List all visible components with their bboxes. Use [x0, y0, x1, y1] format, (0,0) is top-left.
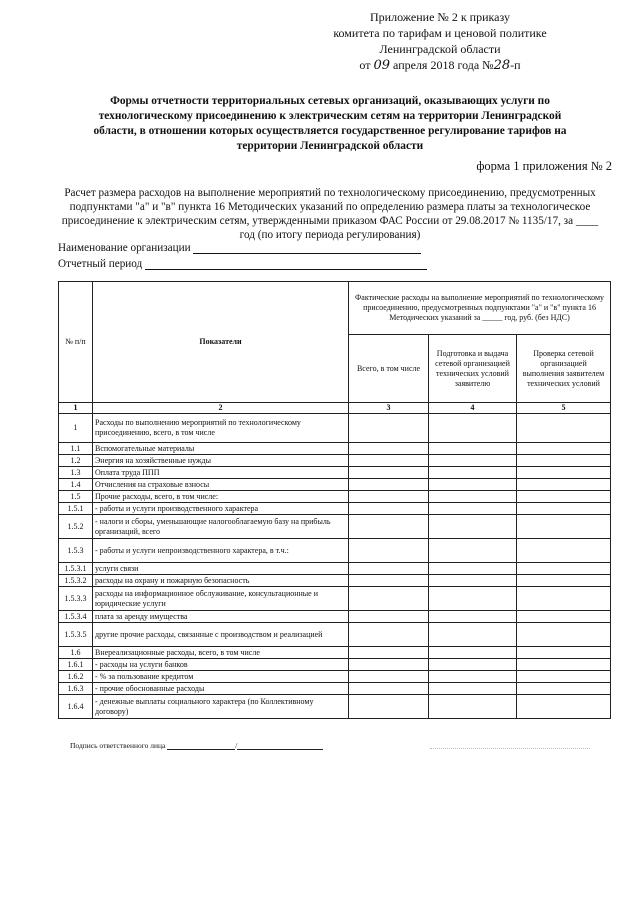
value-prep-cell[interactable]	[429, 414, 517, 443]
signature-label: Подпись ответственного лица	[70, 741, 166, 750]
value-check-cell[interactable]	[517, 671, 611, 683]
row-indicator: Внереализационные расходы, всего, в том числе	[93, 647, 349, 659]
row-number: 1.5.3.5	[59, 623, 93, 647]
org-name-field[interactable]	[193, 242, 421, 254]
value-check-cell[interactable]	[517, 479, 611, 491]
value-check-cell[interactable]	[517, 503, 611, 515]
table-row	[59, 455, 611, 467]
table-row	[59, 539, 611, 563]
header-group: Фактические расходы на выполнение мероприятий по технологическому присоединению, предусмотренных подпунктами "а" и "в" пункта 16 Методических указаний за _____ год, руб. (без НДС)	[349, 282, 611, 335]
value-check-cell[interactable]	[517, 587, 611, 611]
value-check-cell[interactable]	[517, 659, 611, 671]
value-total-cell[interactable]	[349, 659, 429, 671]
value-total-cell[interactable]	[349, 563, 429, 575]
value-check-cell[interactable]	[517, 647, 611, 659]
value-total-cell[interactable]	[349, 671, 429, 683]
table-row	[59, 491, 611, 503]
value-total-cell[interactable]	[349, 647, 429, 659]
approval-line-2: комитета по тарифам и ценовой политике	[333, 26, 547, 40]
table-row	[59, 587, 611, 611]
row-indicator: Отчисления на страховые взносы	[93, 479, 349, 491]
row-indicator: плата за аренду имущества	[93, 611, 349, 623]
row-indicator: расходы на информационное обслуживание, консультационные и юридические услуги	[93, 587, 349, 611]
row-number: 1.5.3.1	[59, 563, 93, 575]
form-label: форма 1 приложения № 2	[476, 159, 612, 173]
value-total-cell[interactable]	[349, 611, 429, 623]
intro-text: Расчет размера расходов на выполнение мероприятий по технологическому присоединению, предусмотренных подпунктами "а" и "в" пункта 16 Методических указаний по определению размера платы за технологическое присоединение к электрическим сетям, утвержденными приказом ФАС России от 29.08.2017 № 1135/17, за ____ год (по итогу периода регулирования)	[61, 187, 599, 241]
row-number: 1.6.1	[59, 659, 93, 671]
value-prep-cell[interactable]	[429, 659, 517, 671]
row-indicator: - % за пользование кредитом	[93, 671, 349, 683]
table-row	[59, 479, 611, 491]
org-name-line	[58, 242, 421, 254]
table-row	[59, 563, 611, 575]
table-row	[59, 623, 611, 647]
row-indicator: - расходы на услуги банков	[93, 659, 349, 671]
table-row	[59, 671, 611, 683]
row-indicator: Расходы по выполнению мероприятий по технологическому присоединению, всего, в том числе	[93, 414, 349, 443]
row-number: 1.1	[59, 443, 93, 455]
row-number: 1.4	[59, 479, 93, 491]
row-indicator: Энергия на хозяйственные нужды	[93, 455, 349, 467]
signature-name-field[interactable]	[237, 741, 323, 750]
value-prep-cell[interactable]	[429, 611, 517, 623]
table-row	[59, 443, 611, 455]
value-prep-cell[interactable]	[429, 455, 517, 467]
value-total-cell[interactable]	[349, 414, 429, 443]
value-check-cell[interactable]	[517, 515, 611, 539]
header-total: Всего, в том числе	[349, 335, 429, 403]
value-check-cell[interactable]	[517, 575, 611, 587]
value-check-cell[interactable]	[517, 467, 611, 479]
table-row	[59, 414, 611, 443]
value-total-cell[interactable]	[349, 539, 429, 563]
value-prep-cell[interactable]	[429, 671, 517, 683]
value-check-cell[interactable]	[517, 539, 611, 563]
faint-dotted-line	[430, 748, 590, 749]
value-prep-cell[interactable]	[429, 515, 517, 539]
value-total-cell[interactable]	[349, 623, 429, 647]
signature-line	[70, 741, 323, 750]
approval-date-prefix: от	[359, 58, 371, 72]
row-number: 1.6	[59, 647, 93, 659]
column-number: 4	[429, 403, 517, 414]
row-number: 1.6.4	[59, 695, 93, 719]
value-check-cell[interactable]	[517, 683, 611, 695]
row-number: 1.6.3	[59, 683, 93, 695]
row-indicator: Прочие расходы, всего, в том числе:	[93, 491, 349, 503]
row-number: 1.6.2	[59, 671, 93, 683]
row-number: 1	[59, 414, 93, 443]
row-indicator: Вспомогательные материалы	[93, 443, 349, 455]
column-number: 2	[93, 403, 349, 414]
table-row	[59, 695, 611, 719]
row-number: 1.5.3.4	[59, 611, 93, 623]
value-check-cell[interactable]	[517, 443, 611, 455]
org-name-label: Наименование организации	[58, 242, 191, 254]
table-row	[59, 683, 611, 695]
value-total-cell[interactable]	[349, 491, 429, 503]
column-number-row	[59, 403, 611, 414]
value-prep-cell[interactable]	[429, 683, 517, 695]
table-row	[59, 659, 611, 671]
value-prep-cell[interactable]	[429, 587, 517, 611]
value-total-cell[interactable]	[349, 683, 429, 695]
value-prep-cell[interactable]	[429, 443, 517, 455]
row-number: 1.3	[59, 467, 93, 479]
value-total-cell[interactable]	[349, 455, 429, 467]
value-total-cell[interactable]	[349, 575, 429, 587]
value-check-cell[interactable]	[517, 455, 611, 467]
period-line	[58, 258, 427, 270]
approval-date-middle: апреля 2018 года №	[393, 58, 494, 72]
row-number: 1.5.3.3	[59, 587, 93, 611]
row-indicator: другие прочие расходы, связанные с производством и реализацией	[93, 623, 349, 647]
value-prep-cell[interactable]	[429, 563, 517, 575]
table-row	[59, 503, 611, 515]
row-indicator: - прочие обоснованные расходы	[93, 683, 349, 695]
header-prep: Подготовка и выдача сетевой организацией технических условий заявителю	[429, 335, 517, 403]
signature-field[interactable]	[167, 741, 238, 750]
value-total-cell[interactable]	[349, 467, 429, 479]
approval-line-3: Ленинградской области	[379, 42, 501, 56]
header-row-1	[59, 282, 611, 335]
column-number: 5	[517, 403, 611, 414]
header-check: Проверка сетевой организацией выполнения заявителем технических условий	[517, 335, 611, 403]
row-indicator: Оплата труда ППП	[93, 467, 349, 479]
row-number: 1.5	[59, 491, 93, 503]
value-total-cell[interactable]	[349, 503, 429, 515]
period-field[interactable]	[145, 258, 427, 270]
table-row	[59, 575, 611, 587]
signature-separator: /	[235, 741, 238, 750]
value-prep-cell[interactable]	[429, 491, 517, 503]
approval-block	[290, 9, 590, 74]
value-prep-cell[interactable]	[429, 623, 517, 647]
row-number: 1.5.1	[59, 503, 93, 515]
approval-line-4	[290, 57, 590, 74]
table-row	[59, 647, 611, 659]
value-check-cell[interactable]	[517, 414, 611, 443]
value-check-cell[interactable]	[517, 611, 611, 623]
row-indicator: расходы на охрану и пожарную безопасность	[93, 575, 349, 587]
value-total-cell[interactable]	[349, 695, 429, 719]
expenses-table	[58, 281, 611, 719]
value-prep-cell[interactable]	[429, 479, 517, 491]
column-number: 1	[59, 403, 93, 414]
value-total-cell[interactable]	[349, 479, 429, 491]
row-number: 1.5.3	[59, 539, 93, 563]
row-indicator: - налоги и сборы, уменьшающие налогооблагаемую базу на прибыль организаций, всего	[93, 515, 349, 539]
value-prep-cell[interactable]	[429, 467, 517, 479]
value-prep-cell[interactable]	[429, 539, 517, 563]
document-title: Формы отчетности территориальных сетевых организаций, оказывающих услуги по технологическому присоединению к электрическим сетям на территории Ленинградской области, в отношении которых осуществляется государственное регулирование тарифов на территории Ленинградской области	[93, 95, 567, 152]
row-number: 1.5.2	[59, 515, 93, 539]
row-number: 1.2	[59, 455, 93, 467]
approval-order-number: 28	[493, 58, 511, 73]
period-label: Отчетный период	[58, 258, 143, 270]
table-row	[59, 611, 611, 623]
value-total-cell[interactable]	[349, 443, 429, 455]
value-prep-cell[interactable]	[429, 647, 517, 659]
value-prep-cell[interactable]	[429, 695, 517, 719]
value-total-cell[interactable]	[349, 515, 429, 539]
header-num: № п/п	[59, 282, 93, 403]
row-indicator: - работы и услуги непроизводственного характера, в т.ч.:	[93, 539, 349, 563]
value-check-cell[interactable]	[517, 623, 611, 647]
row-indicator: - денежные выплаты социального характера (по Коллективному договору)	[93, 695, 349, 719]
value-check-cell[interactable]	[517, 563, 611, 575]
approval-date-suffix: -п	[510, 58, 521, 72]
value-prep-cell[interactable]	[429, 503, 517, 515]
approval-day: 09	[373, 58, 391, 73]
table-row	[59, 515, 611, 539]
row-indicator: услуги связи	[93, 563, 349, 575]
value-total-cell[interactable]	[349, 587, 429, 611]
approval-line-1: Приложение № 2 к приказу	[370, 10, 510, 24]
value-prep-cell[interactable]	[429, 575, 517, 587]
table-row	[59, 467, 611, 479]
row-indicator: - работы и услуги производственного характера	[93, 503, 349, 515]
column-number: 3	[349, 403, 429, 414]
value-check-cell[interactable]	[517, 695, 611, 719]
value-check-cell[interactable]	[517, 491, 611, 503]
header-indicator: Показатели	[93, 282, 349, 403]
row-number: 1.5.3.2	[59, 575, 93, 587]
